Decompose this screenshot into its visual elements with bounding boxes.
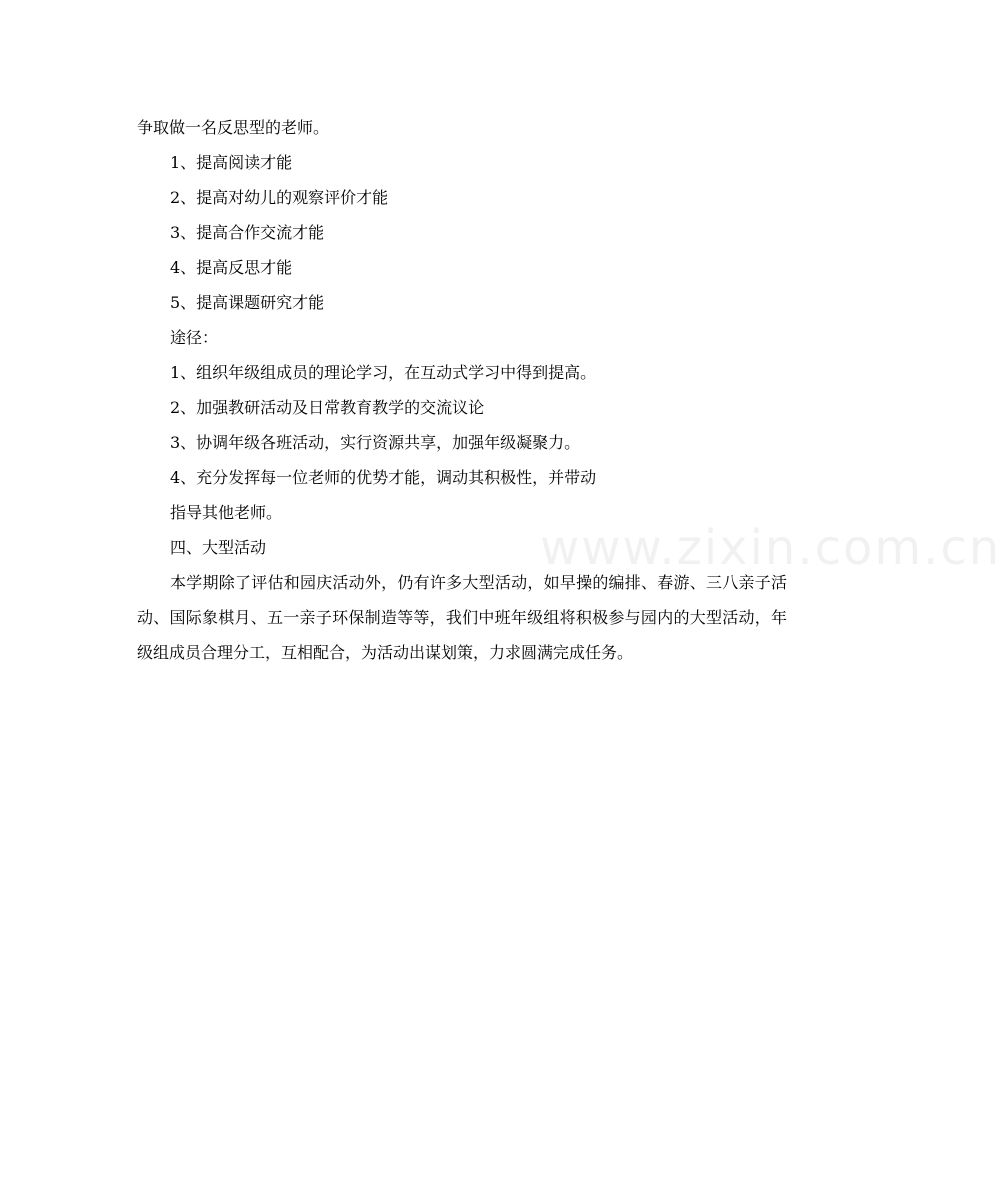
goal-item-1: 1、提高阅读才能: [170, 153, 293, 172]
opening-line: 争取做一名反思型的老师。: [137, 118, 330, 137]
goal-item-3: 3、提高合作交流才能: [170, 223, 325, 242]
approach-heading: 途径：: [170, 328, 219, 347]
approach-item-4: 4、充分发挥每一位老师的优势才能，调动其积极性，并带动: [170, 468, 597, 487]
watermark: www.zixin.com.cn: [540, 520, 1001, 576]
goal-item-2: 2、提高对幼儿的观察评价才能: [170, 188, 389, 207]
goal-item-4: 4、提高反思才能: [170, 258, 293, 277]
approach-continuation: 指导其他老师。: [170, 503, 283, 522]
approach-item-1: 1、组织年级组成员的理论学习，在互动式学习中得到提高。: [170, 363, 597, 382]
goal-item-5: 5、提高课题研究才能: [170, 293, 325, 312]
approach-item-3: 3、协调年级各班活动，实行资源共享，加强年级凝聚力。: [170, 433, 581, 452]
approach-item-2: 2、加强教研活动及日常教育教学的交流议论: [170, 398, 485, 417]
section-heading: 四、大型活动: [170, 538, 267, 557]
document-body: [137, 110, 787, 670]
section-paragraph: 本学期除了评估和园庆活动外，仍有许多大型活动，如早操的编排、春游、三八亲子活动、国际象棋月、五一亲子环保制造等等，我们中班年级组将积极参与园内的大型活动，年级组成员合理分工，互相配合，为活动出谋划策，力求圆满完成任务。: [137, 573, 787, 662]
